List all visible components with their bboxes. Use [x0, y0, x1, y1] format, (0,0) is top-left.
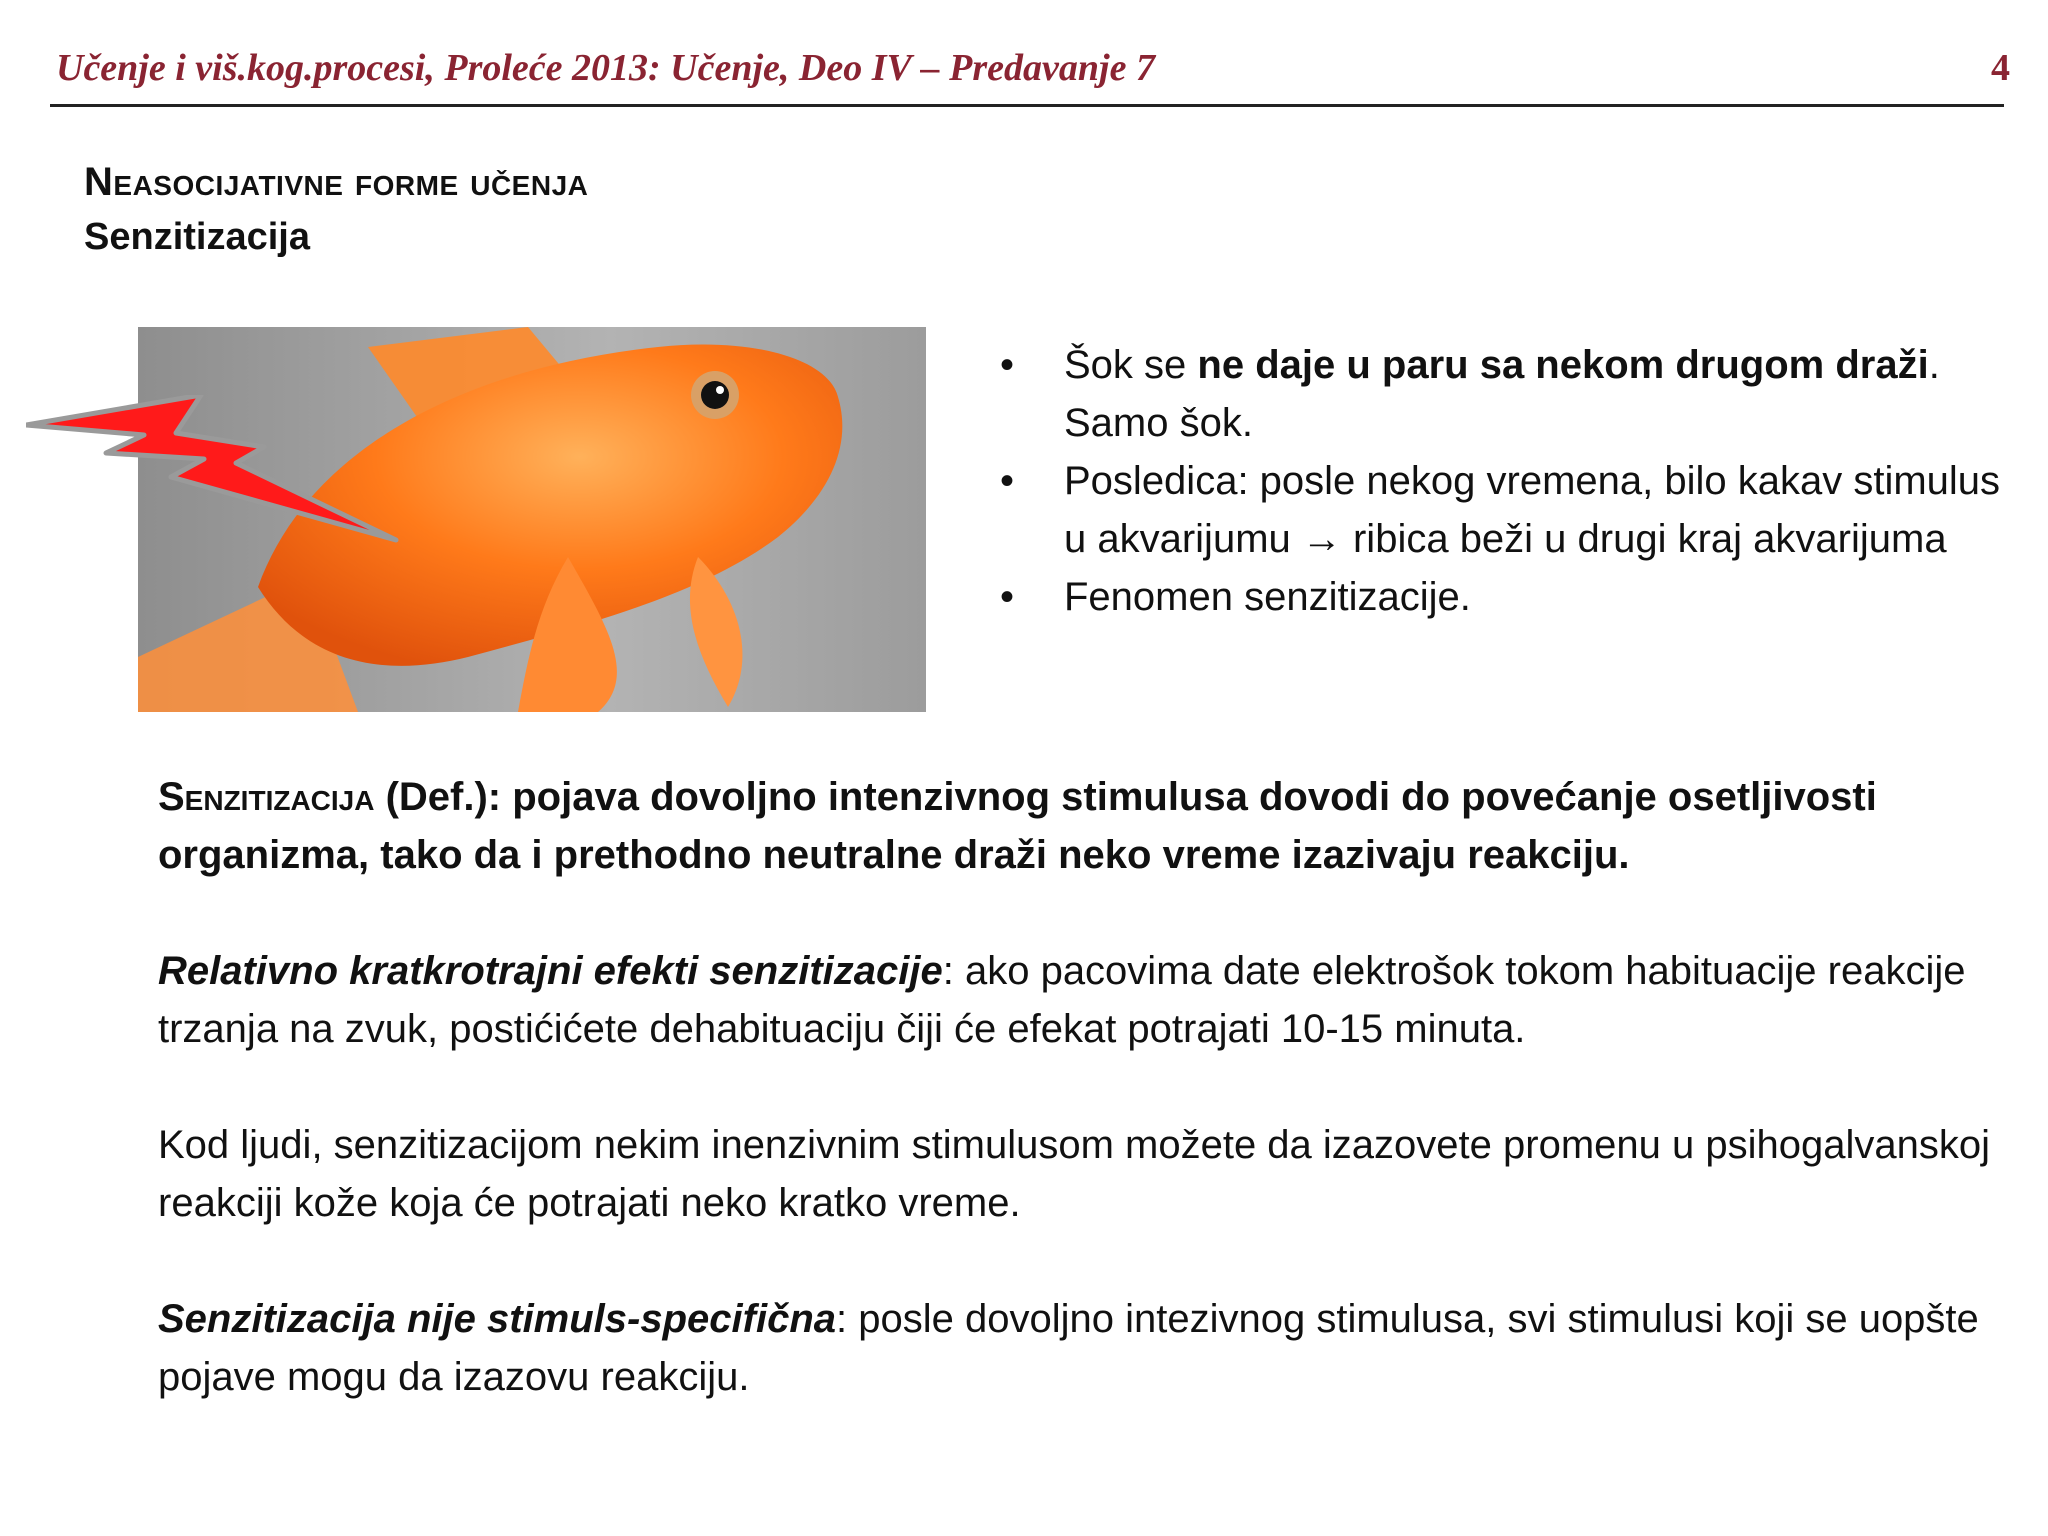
page-number: 4: [1991, 47, 2010, 89]
bullet-list: [1000, 336, 2010, 626]
definition-term: Senzitizacija: [158, 775, 375, 819]
header-divider: [50, 104, 2004, 107]
arrow-right-icon: →: [1301, 517, 1342, 561]
section-title: Neasocijativne forme učenja: [84, 160, 589, 204]
bullet-icon: •: [1000, 575, 1015, 619]
bullet-icon: •: [1000, 343, 1015, 387]
non-specific-paragraph: Senzitizacija nije stimuls-specifična: posle dovoljno intezivnog stimulusa, svi stimulusi koji se uopšte pojave mogu da izazovu reakciju.: [158, 1297, 1979, 1399]
bullet-icon: •: [1000, 459, 1015, 503]
list-item: • Šok se ne daje u paru sa nekom drugom draži. Samo šok.: [1000, 336, 2010, 452]
definition-paragraph: Senzitizacija (Def.): pojava dovoljno intenzivnog stimulusa dovodi do povećanje osetljivosti organizma, tako da i prethodno neutralne draži neko vreme izazivaju reakciju.: [158, 775, 1877, 877]
human-sensitization-paragraph: Kod ljudi, senzitizacijom nekim inenzivnim stimulusom možete da izazovete promenu u psihogalvanskoj reakciji kože koja će potrajati neko kratko vreme.: [158, 1123, 1990, 1225]
list-item: • Fenomen senzitizacije.: [1000, 568, 2010, 626]
short-term-effects-paragraph: Relativno kratkrotrajni efekti senzitizacije: ako pacovima date elektrošok tokom habituacije reakcije trzanja na zvuk, postićićete dehabituaciju čiji će efekat potrajati 10-15 minuta.: [158, 949, 1966, 1051]
list-item: • Posledica: posle nekog vremena, bilo kakav stimulus u akvarijumu → ribica beži u drugi kraj akvarijuma: [1000, 452, 2010, 568]
lightning-bolt-icon: [26, 395, 406, 555]
section-subtitle: Senzitizacija: [84, 216, 310, 258]
slide-header-title: Učenje i viš.kog.procesi, Proleće 2013: Učenje, Deo IV – Predavanje 7: [56, 47, 1155, 89]
